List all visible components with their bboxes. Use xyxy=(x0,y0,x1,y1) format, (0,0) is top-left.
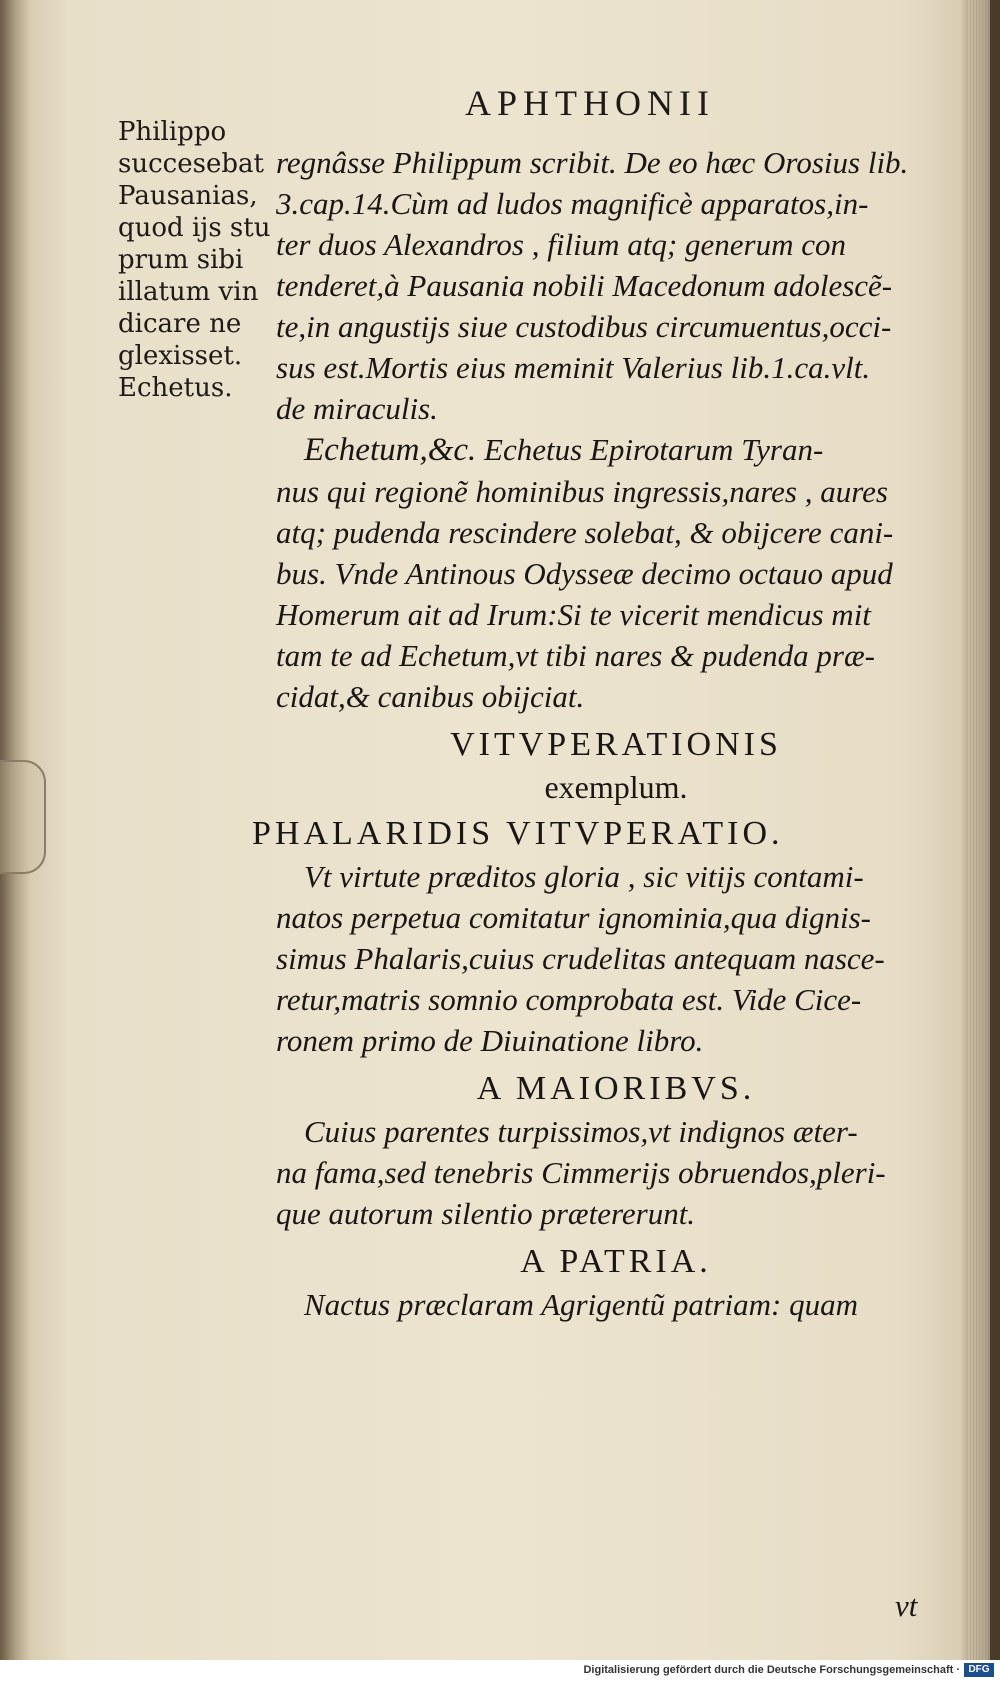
section-heading: VITVPERATIONIS xyxy=(450,726,782,763)
text-line: simus Phalaris,cuius crudelitas antequam nasce- xyxy=(276,941,885,976)
text-line: ronem primo de Diuinatione libro. xyxy=(276,1023,704,1058)
section-heading: A MAIORIBVS. xyxy=(476,1070,756,1107)
text-line: Nactus præclaram Agrigentũ patriam: quam xyxy=(304,1287,858,1322)
paragraph-maioribus xyxy=(276,1111,956,1234)
text-line: nus qui regionẽ hominibus ingressis,nares , aures xyxy=(276,474,888,509)
paragraph-phalaris xyxy=(276,856,956,1061)
lemma: Echetum,&c. xyxy=(304,432,477,468)
paragraph-echetus xyxy=(276,429,956,717)
text-line: de miraculis. xyxy=(276,391,438,426)
margin-note xyxy=(118,116,278,404)
text-line: tam te ad Echetum,vt tibi nares & pudenda præ- xyxy=(276,638,875,673)
paragraph-patria xyxy=(276,1284,956,1325)
text-line: Vt virtute præditos gloria , sic vitijs contami- xyxy=(304,859,864,894)
margin-note-line: Pausanias, xyxy=(118,181,258,211)
margin-note-line: quod ijs stu xyxy=(118,213,271,243)
text-line: te,in angustijs siue custodibus circumuentus,occi- xyxy=(276,309,892,344)
text-line: retur,matris somnio comprobata est. Vide Cice- xyxy=(276,982,862,1017)
text-line: bus. Vnde Antinous Odysseæ decimo octauo apud xyxy=(276,556,893,591)
text-line: tenderet,à Pausania nobili Macedonum adolescẽ- xyxy=(276,268,893,303)
text-line: atq; pudenda rescindere solebat, & obijcere cani- xyxy=(276,515,894,550)
text-line: 3.cap.14.Cùm ad ludos magnificè apparatos,in- xyxy=(276,186,869,221)
text-line: na fama,sed tenebris Cimmerijs obruendos,pleri- xyxy=(276,1155,886,1190)
section-heading: PHALARIDIS VITVPERATIO. xyxy=(252,815,784,852)
text-line: ter duos Alexandros , filium atq; generum con xyxy=(276,227,846,262)
margin-note-line: succesebat xyxy=(118,149,264,179)
text-line: natos perpetua comitatur ignominia,qua dignis- xyxy=(276,900,872,935)
text-line: que autorum silentio prætererunt. xyxy=(276,1196,696,1231)
dfg-logo: DFG xyxy=(964,1663,994,1677)
margin-note-line: dicare ne xyxy=(118,309,242,339)
margin-note-line: Philippo xyxy=(118,117,227,147)
text-line: Homerum ait ad Irum:Si te vicerit mendicus mit xyxy=(276,597,871,632)
section-heading: A PATRIA. xyxy=(520,1243,712,1280)
text-line: Cuius parentes turpissimos,vt indignos æter- xyxy=(304,1114,858,1149)
footer-credit: Digitalisierung gefördert durch die Deutsche Forschungsgemeinschaft · xyxy=(583,1664,960,1676)
section-subheading: exemplum. xyxy=(544,769,688,805)
binding-clasp xyxy=(0,760,46,874)
catchword: vt xyxy=(895,1588,918,1623)
text-line xyxy=(276,429,956,471)
margin-note-line: Echetus. xyxy=(118,373,233,403)
paragraph-orosius xyxy=(276,142,956,429)
page-edges xyxy=(968,0,990,1660)
body-text xyxy=(252,142,956,1325)
margin-note-line: illatum vin xyxy=(118,277,259,307)
text-line: sus est.Mortis eius meminit Valerius lib.1.ca.vlt. xyxy=(276,350,871,385)
running-head: APHTHONII xyxy=(465,83,715,123)
text-line: regnâsse Philippum scribit. De eo hæc Orosius lib. xyxy=(276,145,909,180)
text-line: cidat,& canibus obijciat. xyxy=(276,679,585,714)
text-span: Echetus Epirotarum Tyran- xyxy=(484,432,824,467)
margin-note-line: prum sibi xyxy=(118,245,244,275)
margin-note-line: glexisset. xyxy=(118,341,243,371)
